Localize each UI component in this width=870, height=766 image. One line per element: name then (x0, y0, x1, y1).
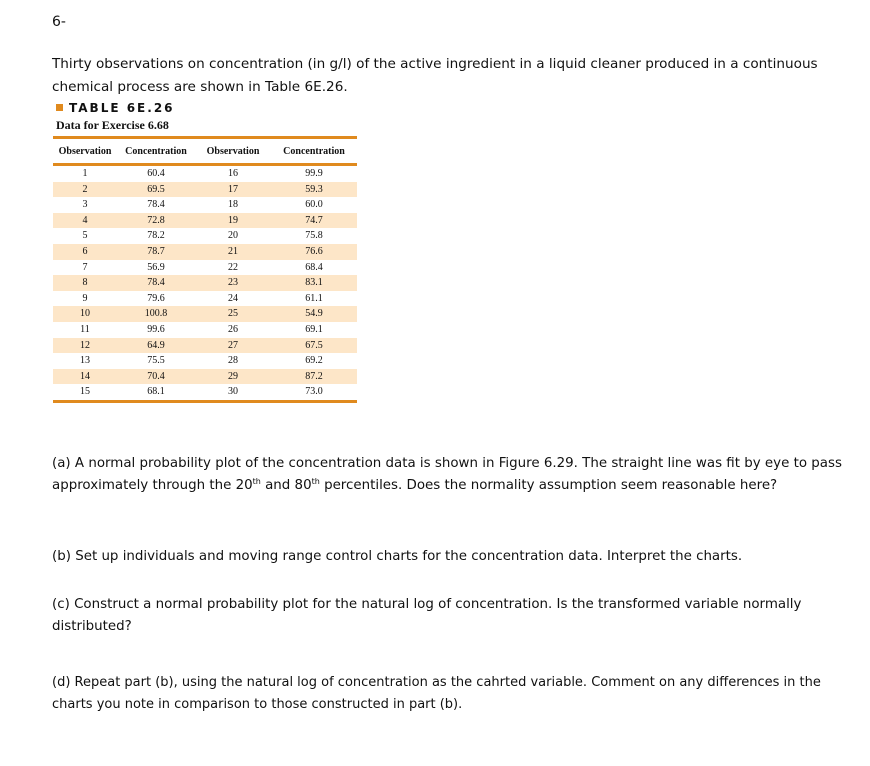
table-label-text: TABLE 6E.26 (69, 101, 175, 115)
table-row (53, 260, 357, 276)
cell-concentration: 99.6 (147, 323, 165, 335)
cell-observation: 29 (195, 369, 271, 385)
data-table (53, 136, 357, 403)
cell-concentration: 61.1 (305, 292, 323, 304)
cell-observation: 12 (53, 338, 117, 354)
cell-observation: 14 (53, 369, 117, 385)
cell-concentration: 69.1 (305, 323, 323, 335)
part-a-text-3: percentiles. Does the normality assumption seem reasonable here? (319, 478, 778, 493)
cell-observation: 9 (82, 292, 88, 304)
cell-concentration: 78.7 (117, 244, 195, 260)
table-row (53, 322, 357, 338)
table-row (53, 306, 357, 322)
table-row (53, 353, 357, 369)
cell-concentration: 69.5 (117, 182, 195, 198)
cell-observation: 7 (82, 261, 88, 273)
cell-concentration: 54.9 (271, 306, 357, 322)
cell-concentration: 75.5 (147, 355, 165, 367)
table-row (53, 275, 357, 291)
cell-concentration: 74.7 (271, 213, 357, 229)
cell-concentration: 64.9 (117, 338, 195, 354)
cell-observation: 25 (195, 306, 271, 322)
intro-text: Thirty observations on concentration (in g/l) of the active ingredient in a liquid cleaner produced in a continuous chemical process are shown in Table 6E.26. (52, 56, 818, 95)
cell-observation: 27 (195, 338, 271, 354)
cell-observation: 28 (228, 355, 238, 367)
cell-concentration: 100.8 (117, 306, 195, 322)
cell-observation: 10 (53, 306, 117, 322)
cell-concentration: 67.5 (271, 338, 357, 354)
cell-observation: 16 (228, 168, 238, 179)
question-part-d: (d) Repeat part (b), using the natural log of concentration as the cahrted variable. Comment on any differences in the charts you note in comparison to those constructed in part (b). (52, 675, 821, 712)
cell-concentration: 78.2 (147, 230, 165, 242)
cell-observation: 18 (228, 199, 238, 211)
cell-observation: 6 (53, 244, 117, 260)
table-label (56, 101, 175, 115)
table-row (53, 244, 357, 260)
question-part-c: (c) Construct a normal probability plot for the natural log of concentration. Is the transformed variable normally distributed? (52, 597, 802, 634)
cell-concentration: 83.1 (271, 275, 357, 291)
cell-concentration: 68.4 (305, 261, 323, 273)
cell-concentration: 99.9 (305, 168, 323, 179)
cell-observation: 3 (82, 199, 88, 211)
cell-concentration: 60.4 (147, 168, 165, 179)
cell-concentration: 59.3 (271, 182, 357, 198)
cell-observation: 8 (53, 275, 117, 291)
header-concentration-1: Concentration (117, 138, 195, 165)
table-row (53, 338, 357, 354)
table-row (53, 197, 357, 213)
cell-concentration: 73.0 (305, 386, 323, 398)
table-row (53, 213, 357, 229)
cell-concentration: 78.4 (117, 275, 195, 291)
part-a-sup-1: th (252, 477, 261, 486)
cell-concentration: 79.6 (147, 292, 165, 304)
header-observation-2: Observation (195, 138, 271, 165)
table-header-row (53, 138, 357, 165)
cell-observation: 24 (228, 292, 238, 304)
cell-concentration: 76.6 (271, 244, 357, 260)
table-row (53, 182, 357, 198)
cell-concentration: 56.9 (147, 261, 165, 273)
header-concentration-2: Concentration (271, 138, 357, 165)
question-part-b: (b) Set up individuals and moving range control charts for the concentration data. Interpret the charts. (52, 549, 743, 564)
table-row (53, 228, 357, 244)
cell-observation: 15 (80, 386, 90, 398)
cell-concentration: 70.4 (117, 369, 195, 385)
cell-observation: 23 (195, 275, 271, 291)
cell-observation: 4 (53, 213, 117, 229)
cell-observation: 26 (228, 323, 238, 335)
question-part-a (52, 453, 842, 497)
cell-concentration: 69.2 (305, 355, 323, 367)
cell-observation: 5 (82, 230, 88, 242)
part-a-text-2: and 80 (260, 478, 312, 493)
part-a-sup-2: th (311, 477, 320, 486)
cell-observation: 21 (195, 244, 271, 260)
cell-concentration: 87.2 (271, 369, 357, 385)
cell-observation: 11 (80, 323, 90, 335)
cell-concentration: 78.4 (147, 199, 165, 211)
cell-observation: 13 (80, 355, 90, 367)
cell-concentration: 75.8 (305, 230, 323, 242)
header-observation-1: Observation (53, 138, 117, 165)
cell-observation: 22 (228, 261, 238, 273)
part-a-text-1: (a) A normal probability plot of the concentration data is shown in Figure 6.29. The straight line was fit by eye to pass approximately through the 20 (52, 456, 842, 493)
table-body (53, 165, 357, 402)
cell-concentration: 68.1 (147, 386, 165, 398)
table-row (53, 384, 357, 401)
question-number: 6- (52, 14, 66, 30)
table-row (53, 165, 357, 182)
cell-concentration: 60.0 (305, 199, 323, 211)
table-caption: Data for Exercise 6.68 (56, 118, 169, 132)
table-row (53, 369, 357, 385)
cell-observation: 2 (53, 182, 117, 198)
square-bullet-icon (56, 104, 63, 111)
cell-observation: 1 (82, 168, 88, 179)
table-row (53, 291, 357, 307)
cell-observation: 19 (195, 213, 271, 229)
cell-observation: 30 (228, 386, 238, 398)
cell-observation: 20 (228, 230, 238, 242)
cell-concentration: 72.8 (117, 213, 195, 229)
cell-observation: 17 (195, 182, 271, 198)
